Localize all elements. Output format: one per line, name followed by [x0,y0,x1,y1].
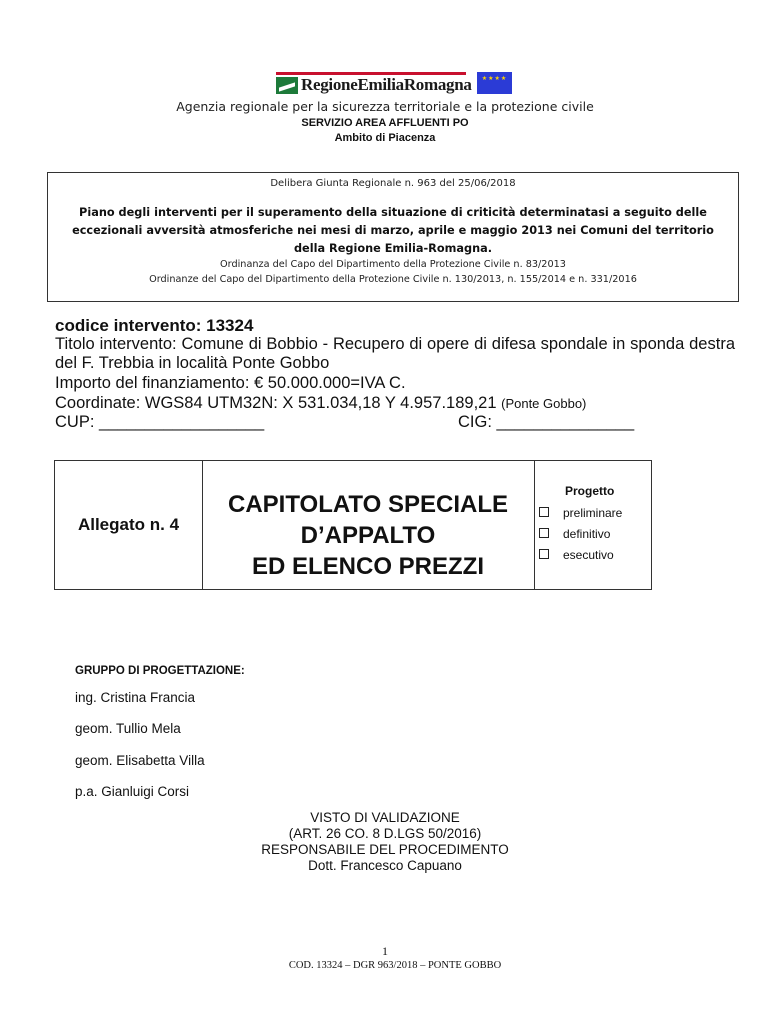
coordinate-value: Coordinate: WGS84 UTM32N: X 531.034,18 Y 4.957.189,21 [55,394,497,412]
checkbox-icon[interactable] [539,549,549,559]
option-esecutivo[interactable] [539,548,614,562]
eu-flag-icon: ★★★★ [477,72,512,94]
gruppo-title: GRUPPO DI PROGETTAZIONE: [75,665,245,677]
progetto-label: Progetto [565,484,615,498]
option-label: esecutivo [563,548,614,562]
regione-emblem-icon [276,77,298,94]
cig-field: CIG: _______________ [458,413,635,431]
option-label: preliminare [563,506,623,520]
validazione-line-3: RESPONSABILE DEL PROCEDIMENTO [261,842,509,857]
coordinate [55,394,586,413]
codice-intervento: codice intervento: 13324 [55,316,254,335]
allegato-label: Allegato n. 4 [77,515,180,534]
member-item: geom. Elisabetta Villa [75,753,205,768]
allegato-cell [55,461,203,589]
capitolato-line-3: ED ELENCO PREZZI [251,553,485,580]
capitolato-line-1: CAPITOLATO SPECIALE [227,491,509,518]
logo-text: RegioneEmiliaRomagna [301,75,472,94]
agency-name: Agenzia regionale per la sicurezza territoriale e la protezione civile [176,99,594,114]
ordinanza-2: Ordinanze del Capo del Dipartimento della Protezione Civile n. 130/2013, n. 155/2014 e n. 331/2016 [149,274,637,285]
footer-code: COD. 13324 – DGR 963/2018 – PONTE GOBBO [288,960,502,971]
capitolato-line-2: D’APPALTO [300,522,436,549]
importo-finanziamento: Importo del finanziamento: € 50.000.000=IVA C. [55,374,406,392]
servizio-name: SERVIZIO AREA AFFLUENTI PO [301,117,469,129]
capitolato-title [202,489,534,582]
coordinate-note: (Ponte Gobbo) [501,396,587,411]
validazione-line-4: Dott. Francesco Capuano [308,858,462,873]
piano-text: Piano degli interventi per il superamento della situazione di criticità determinatasi a seguito delle eccezionali avversità atmosferiche nei mesi di marzo, aprile e maggio 2013 nei Comuni del territorio della Regione Emilia-Romagna. [72,206,714,255]
validazione-line-1: VISTO DI VALIDAZIONE [310,810,460,825]
regione-logo [276,72,512,96]
validazione-line-2: (ART. 26 CO. 8 D.LGS 50/2016) [288,826,482,841]
ambito-name: Ambito di Piacenza [334,132,436,144]
cup-field: CUP: __________________ [55,413,265,431]
member-item: p.a. Gianluigi Corsi [75,784,190,799]
page-number: 1 [382,944,388,958]
option-preliminare[interactable] [539,506,622,520]
delibera-box [47,172,739,302]
titolo-intervento: Titolo intervento: Comune di Bobbio - Recupero di opere di difesa spondale in sponda destra del F. Trebbia in località Ponte Gobbo [55,335,735,372]
ordinanza-1: Ordinanza del Capo del Dipartimento della Protezione Civile n. 83/2013 [220,259,566,270]
member-item: ing. Cristina Francia [75,690,196,705]
capitolato-cell [202,461,535,589]
title-table [54,460,652,590]
option-definitivo[interactable] [539,527,610,541]
checkbox-icon[interactable] [539,528,549,538]
option-label: definitivo [563,527,611,541]
checkbox-icon[interactable] [539,507,549,517]
progetto-cell [535,461,651,589]
delibera-text: Delibera Giunta Regionale n. 963 del 25/06/2018 [270,178,516,189]
member-item: geom. Tullio Mela [75,721,181,736]
